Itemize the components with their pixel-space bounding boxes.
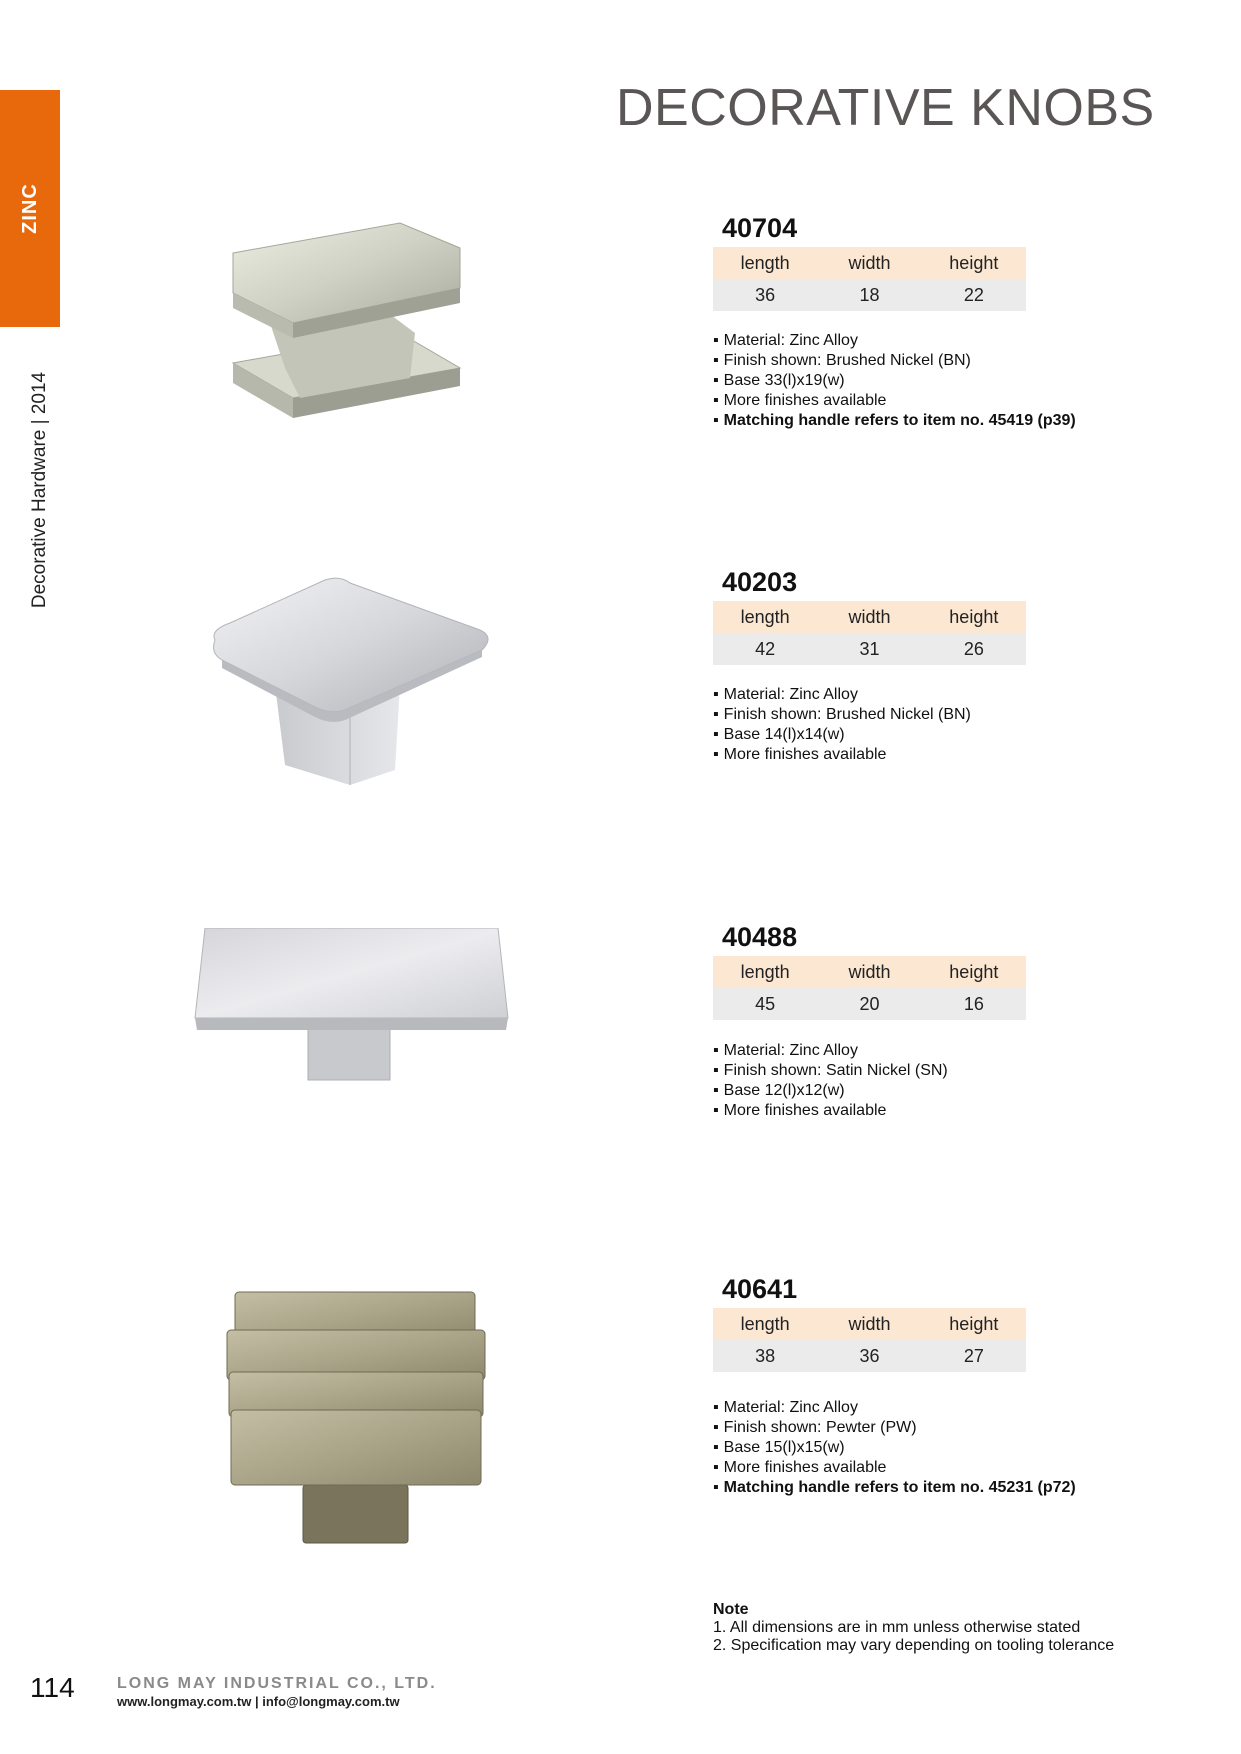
item-number: 40203	[722, 567, 798, 597]
knob-40203-image	[210, 575, 495, 785]
spec-value-width: 36	[817, 1340, 921, 1372]
spec-value-height: 27	[922, 1340, 1026, 1372]
spec-table	[713, 601, 1026, 665]
spec-value-length: 42	[713, 633, 817, 665]
feature-item: ▪ More finishes available	[713, 1458, 1076, 1478]
item-number: 40704	[722, 213, 798, 243]
spec-header-width: width	[817, 247, 921, 279]
spec-value-height: 26	[922, 633, 1026, 665]
feature-list	[713, 1398, 1076, 1498]
feature-item: ▪ More finishes available	[713, 1101, 948, 1121]
spec-value-width: 31	[817, 633, 921, 665]
feature-item: ▪ Base 14(l)x14(w)	[713, 725, 971, 745]
spec-header-height: height	[922, 247, 1026, 279]
feature-item: ▪ More finishes available	[713, 745, 971, 765]
spec-header-length: length	[713, 1308, 817, 1340]
feature-item: ▪ Finish shown: Brushed Nickel (BN)	[713, 705, 971, 725]
spec-value-length: 38	[713, 1340, 817, 1372]
note-title: Note	[713, 1601, 749, 1618]
feature-item: ▪ Finish shown: Brushed Nickel (BN)	[713, 351, 1076, 371]
side-tab-label-wrap	[0, 90, 60, 327]
feature-list	[713, 1041, 948, 1121]
feature-item: ▪ Finish shown: Pewter (PW)	[713, 1418, 1076, 1438]
spec-table	[713, 247, 1026, 311]
company-contact: www.longmay.com.tw | info@longmay.com.tw	[117, 1694, 400, 1709]
feature-item: ▪ Base 33(l)x19(w)	[713, 371, 1076, 391]
matching-handle-note: ▪ Matching handle refers to item no. 45419 (p39)	[713, 411, 1076, 431]
item-number: 40488	[722, 922, 798, 952]
spec-value-length: 36	[713, 279, 817, 311]
spec-header-length: length	[713, 956, 817, 988]
feature-item: ▪ More finishes available	[713, 391, 1076, 411]
note-line: 1. All dimensions are in mm unless otherwise stated	[713, 1619, 1081, 1636]
spec-header-width: width	[817, 1308, 921, 1340]
feature-item: ▪ Material: Zinc Alloy	[713, 331, 1076, 351]
spec-header-height: height	[922, 1308, 1026, 1340]
spec-value-height: 16	[922, 988, 1026, 1020]
spec-header-length: length	[713, 601, 817, 633]
feature-item: ▪ Finish shown: Satin Nickel (SN)	[713, 1061, 948, 1081]
spec-table	[713, 956, 1026, 1020]
page-number: 114	[30, 1672, 75, 1703]
spec-value-width: 18	[817, 279, 921, 311]
note-line: 2. Specification may vary depending on tooling tolerance	[713, 1637, 1115, 1654]
spec-value-length: 45	[713, 988, 817, 1020]
spec-header-length: length	[713, 247, 817, 279]
note-block	[713, 1601, 1114, 1655]
spec-header-width: width	[817, 601, 921, 633]
side-tab-label: ZINC	[18, 183, 41, 234]
spec-header-height: height	[922, 601, 1026, 633]
spec-value-height: 22	[922, 279, 1026, 311]
feature-item: ▪ Material: Zinc Alloy	[713, 1041, 948, 1061]
spec-header-height: height	[922, 956, 1026, 988]
knob-40704-image	[225, 218, 485, 443]
page-title: DECORATIVE KNOBS	[616, 79, 1155, 137]
feature-list	[713, 331, 1076, 431]
feature-item: ▪ Material: Zinc Alloy	[713, 685, 971, 705]
spec-value-width: 20	[817, 988, 921, 1020]
company-name: LONG MAY INDUSTRIAL CO., LTD.	[117, 1675, 437, 1692]
side-subtitle: Decorative Hardware | 2014	[29, 371, 50, 609]
feature-item: ▪ Base 15(l)x15(w)	[713, 1438, 1076, 1458]
spec-table	[713, 1308, 1026, 1372]
feature-item: ▪ Material: Zinc Alloy	[713, 1398, 1076, 1418]
item-number: 40641	[722, 1274, 798, 1304]
knob-40488-image	[193, 928, 513, 1083]
spec-header-width: width	[817, 956, 921, 988]
matching-handle-note: ▪ Matching handle refers to item no. 45231 (p72)	[713, 1478, 1076, 1498]
knob-40641-image	[225, 1290, 490, 1545]
feature-item: ▪ Base 12(l)x12(w)	[713, 1081, 948, 1101]
feature-list	[713, 685, 971, 765]
